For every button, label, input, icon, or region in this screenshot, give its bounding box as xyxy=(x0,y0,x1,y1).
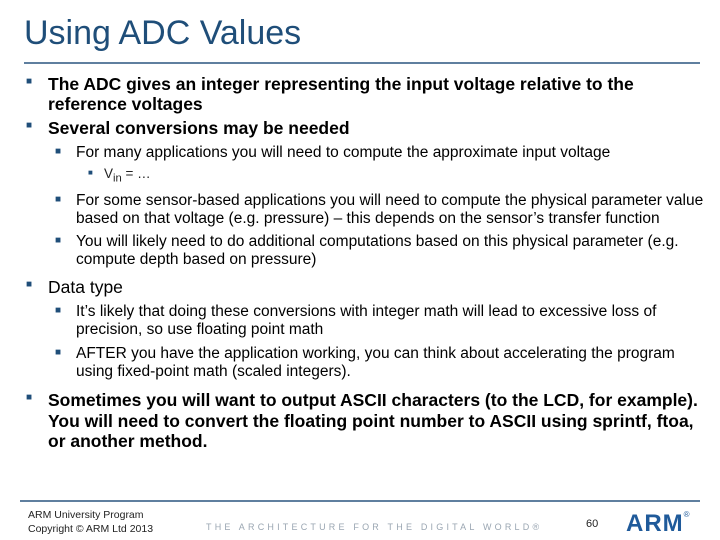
bullet-integer-math xyxy=(24,303,710,339)
footer xyxy=(0,502,720,540)
registered-mark: ® xyxy=(683,510,691,519)
bullet-additional-computations xyxy=(24,233,710,269)
vin-suffix: = … xyxy=(121,166,151,182)
square-bullet-icon: ■ xyxy=(26,76,33,87)
bullet-several-conversions xyxy=(24,118,710,138)
bullet-fixed-point xyxy=(24,345,710,381)
bullet-text: The ADC gives an integer representing the input voltage relative to the reference voltages xyxy=(48,74,634,115)
square-bullet-icon: ■ xyxy=(55,235,62,247)
bullet-compute-voltage xyxy=(24,144,710,162)
bullet-text: Several conversions may be needed xyxy=(48,118,350,139)
logo-text: ARM xyxy=(626,510,684,537)
square-bullet-icon: ■ xyxy=(55,193,62,205)
bullet-text: For some sensor-based applications you will need to compute the physical parameter value based on that voltage (e.g. pressure) – this depends on the sensor’s transfer function xyxy=(76,191,704,227)
square-bullet-icon: ■ xyxy=(88,167,93,177)
square-bullet-icon: ■ xyxy=(26,120,33,132)
bullet-list xyxy=(24,72,710,451)
footer-copyright: Copyright © ARM Ltd 2013 xyxy=(28,523,154,536)
page-number: 60 xyxy=(586,518,599,530)
footer-tagline: THE ARCHITECTURE FOR THE DIGITAL WORLD® xyxy=(206,522,543,532)
square-bullet-icon: ■ xyxy=(55,305,62,317)
footer-program: ARM University Program xyxy=(28,509,144,521)
vin-subscript: in xyxy=(113,172,122,185)
bullet-ascii-output xyxy=(24,390,710,450)
footer-credits xyxy=(28,508,153,536)
bullet-physical-parameter xyxy=(24,192,710,228)
bullet-text: Sometimes you will want to output ASCII characters (to the LCD, for example). You will need to convert the floating point number to ASCII using sprintf, ftoa, or another method. xyxy=(48,390,698,451)
arm-logo xyxy=(626,510,691,538)
bullet-vin xyxy=(24,166,710,186)
bullet-text: It’s likely that doing these conversions with integer math will lead to excessive loss of precision, so use floating point math xyxy=(76,303,657,338)
slide-title: Using ADC Values xyxy=(24,14,302,52)
bullet-adc-integer xyxy=(24,74,710,114)
square-bullet-icon: ■ xyxy=(55,146,62,158)
vin-symbol: V xyxy=(104,166,114,182)
title-divider xyxy=(24,62,700,64)
square-bullet-icon: ■ xyxy=(26,392,33,404)
bullet-text: You will likely need to do additional computations based on this physical parameter (e.g. compute depth based on pressure) xyxy=(76,233,679,269)
bullet-text: For many applications you will need to compute the approximate input voltage xyxy=(76,144,611,162)
square-bullet-icon: ■ xyxy=(26,279,33,291)
bullet-text: AFTER you have the application working, you can think about accelerating the program using fixed-point math (scaled integers). xyxy=(76,344,675,380)
bullet-text: Data type xyxy=(48,277,123,298)
bullet-data-type xyxy=(24,277,710,297)
square-bullet-icon: ■ xyxy=(55,346,62,358)
